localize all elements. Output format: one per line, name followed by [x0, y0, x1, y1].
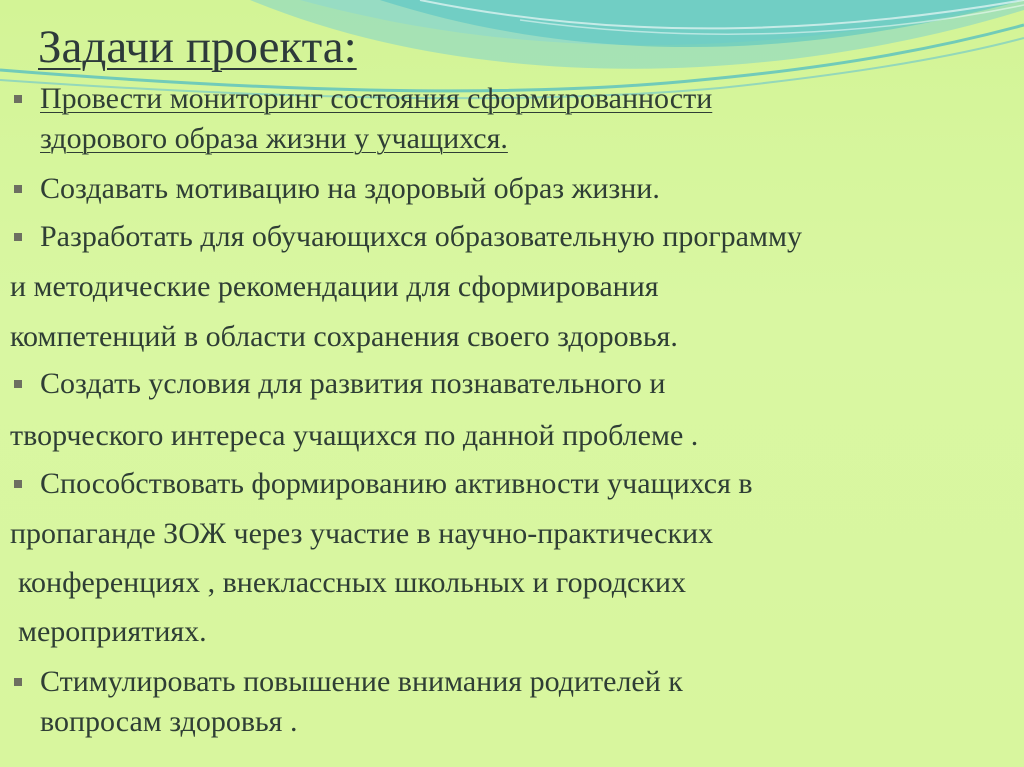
- item-4-line-2: творческого интереса учащихся по данной проблеме .: [10, 419, 699, 452]
- item-3-line-3: компетенций в области сохранения своего здоровья.: [10, 320, 678, 353]
- bullet-icon: [14, 678, 22, 686]
- item-5-line-1: Способствовать формированию активности учащихся в: [40, 467, 753, 500]
- item-5-line-2: пропаганде ЗОЖ через участие в научно-практических: [10, 517, 714, 550]
- bullet-icon: [14, 185, 22, 193]
- item-5-line-3: конференциях , внеклассных школьных и городских: [18, 566, 686, 599]
- item-1-line-2: здорового образа жизни у учащихся.: [40, 122, 508, 155]
- bullet-icon: [14, 233, 22, 241]
- item-6-line-2: вопросам здоровья .: [40, 705, 298, 738]
- item-6-line-1: Стимулировать повышение внимания родителей к: [40, 665, 683, 698]
- bullet-icon: [14, 380, 22, 388]
- item-5-line-4: мероприятиях.: [18, 615, 207, 648]
- slide-title: Задачи проекта:: [38, 21, 357, 73]
- item-2-line-1: Создавать мотивацию на здоровый образ жизни.: [40, 172, 660, 205]
- bullet-icon: [14, 95, 22, 103]
- item-3-line-2: и методические рекомендации для сформирования: [10, 270, 659, 303]
- item-3-line-1: Разработать для обучающихся образовательную программу: [40, 220, 802, 253]
- item-4-line-1: Создать условия для развития познавательного и: [40, 367, 666, 400]
- bullet-icon: [14, 480, 22, 488]
- item-1-line-1: Провести мониторинг состояния сформированности: [40, 82, 713, 115]
